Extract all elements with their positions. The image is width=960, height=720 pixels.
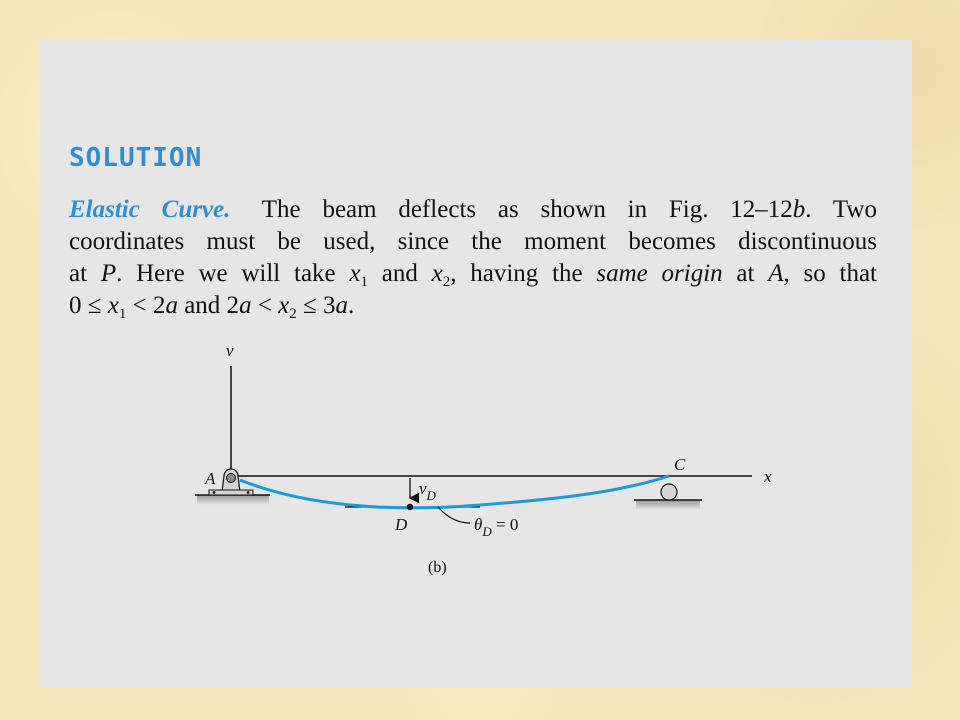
text-run: x	[107, 292, 119, 319]
text-run: , having the	[450, 260, 597, 287]
slope-label	[474, 515, 518, 539]
text-run: x	[431, 260, 443, 287]
v-axis-label: v	[226, 341, 234, 360]
support-a-label: A	[205, 469, 216, 488]
text-run: . Two	[805, 196, 877, 223]
slope-leader-line	[438, 507, 470, 523]
support-c-label: C	[674, 455, 686, 474]
solution-heading: SOLUTION	[69, 143, 203, 173]
figure-caption: (b)	[428, 559, 447, 576]
text-run: at	[722, 260, 769, 287]
text-run: b	[792, 196, 806, 223]
text-run: 1	[118, 306, 127, 322]
point-d-marker	[407, 504, 413, 510]
text-run: 1	[360, 274, 369, 290]
roller-support-c	[661, 484, 677, 500]
ground-hatch-a	[197, 495, 269, 505]
text-run: ≤ 3	[296, 292, 336, 319]
text-run: . Here we will take	[116, 260, 350, 287]
text-run: 2	[289, 306, 297, 322]
text-run: x	[349, 260, 361, 287]
deflection-label	[419, 479, 437, 503]
elastic-curve	[240, 476, 669, 508]
deflection-subscript: D	[426, 488, 436, 503]
text-run: same origin	[596, 260, 723, 287]
text-run: and	[368, 260, 432, 287]
text-run: The beam deflects as shown in Fig. 12–12	[261, 196, 793, 223]
text-run: <	[251, 292, 279, 319]
text-run: at	[69, 260, 101, 287]
elastic-curve-title: Elastic Curve.	[69, 196, 231, 223]
text-run: a	[165, 292, 178, 319]
paragraph-line-2: coordinates must be used, since the moment becomes discontinuous	[69, 228, 877, 255]
text-run: a	[335, 292, 349, 319]
text-run: 0 ≤	[69, 292, 108, 319]
text-run: x	[278, 292, 290, 319]
slope-subscript: D	[482, 524, 492, 539]
slope-symbol: θ	[474, 515, 483, 534]
text-run: < 2	[126, 292, 166, 319]
text-run: A	[768, 260, 784, 287]
text-run: and 2	[177, 292, 240, 319]
x-axis-label: x	[764, 467, 772, 486]
text-run: , so that	[783, 260, 877, 287]
deflection-symbol: v	[419, 479, 427, 498]
ground-hatch-c	[636, 500, 700, 510]
slope-value: = 0	[491, 515, 519, 534]
text-run: P	[100, 260, 117, 287]
text-run: a	[239, 292, 252, 319]
text-run: .	[348, 292, 355, 319]
text-run: 2	[442, 274, 451, 290]
point-d-label: D	[395, 515, 408, 534]
